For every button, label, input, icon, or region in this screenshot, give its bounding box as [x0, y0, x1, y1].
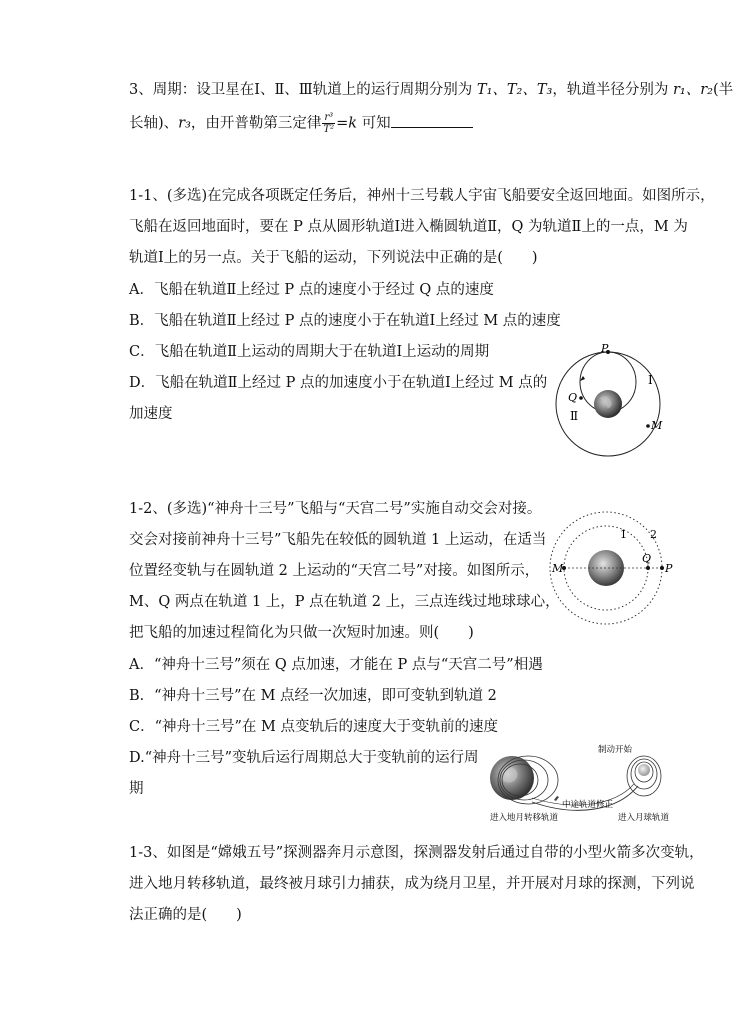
trajectory-figure-3	[488, 740, 678, 822]
q3-periods: T₁、T₂、T₃	[476, 82, 553, 98]
label-m: M	[552, 562, 564, 575]
q1-3-stem-line-1: 1-3、如图是“嫦娥五号”探测器奔月示意图，探测器发射后通过自带的小型火箭多次变轨，	[129, 845, 704, 861]
orbit-figure-2	[538, 508, 678, 632]
fraction-denominator: T²	[323, 124, 335, 135]
q3-line2-a: 长轴)、	[129, 115, 179, 132]
q1-2-stem-line-4: M、Q 两点在轨道 1 上，P 点在轨道 2 上，三点连线过地球球心，	[129, 594, 560, 610]
q1-2-stem-line-2: 交会对接前神舟十三号”飞船先在较低的圆轨道 1 上运动，在适当	[129, 532, 547, 548]
label-q: Q	[568, 391, 578, 404]
q1-1-option-d: D．飞船在轨道Ⅱ上经过 P 点的加速度小于在轨道Ⅰ上经过 M 点的	[129, 375, 548, 391]
q1-1-option-a: A．飞船在轨道Ⅱ上经过 P 点的速度小于经过 Q 点的速度	[129, 282, 494, 298]
q3-line-2	[129, 112, 473, 135]
q1-2-stem-line-5: 把飞船的加速过程简化为只做一次短时加速。则( )	[129, 625, 474, 641]
q1-1-stem-line-2: 飞船在返回地面时，要在 P 点从圆形轨道Ⅰ进入椭圆轨道Ⅱ，Q 为轨道Ⅱ上的一点，M 为	[129, 219, 688, 235]
point-p-dot	[660, 566, 664, 570]
q1-1-stem-line-3: 轨道Ⅰ上的另一点。关于飞船的运动，下列说法中正确的是( )	[129, 250, 538, 266]
label-orbit-2: 2	[650, 528, 657, 541]
kepler-fraction	[322, 112, 335, 135]
moon-icon	[638, 764, 650, 776]
point-q-dot	[579, 396, 583, 400]
q1-1-option-d-cont: 加速度	[129, 406, 173, 422]
q1-1-option-b: B．飞船在轨道Ⅱ上经过 P 点的速度小于在轨道Ⅰ上经过 M 点的速度	[129, 313, 561, 329]
q1-2-option-d-cont: 期	[129, 781, 144, 797]
q3-line2-c: 可知	[357, 115, 391, 132]
label-m: M	[651, 419, 663, 432]
q3-k: k	[348, 115, 358, 132]
q3-r3: r₃	[178, 115, 191, 132]
q1-1-stem-line-1: 1-1、(多选)在完成各项既定任务后，神州十三号载人宇宙飞船要安全返回地面。如图所示，	[129, 188, 715, 204]
probe-icon	[554, 796, 559, 801]
q1-2-option-c: C．“神舟十三号”在 M 点变轨后的速度大于变轨前的速度	[129, 719, 498, 735]
label-q: Q	[642, 552, 652, 565]
orbit-figure-1	[548, 340, 668, 460]
q3-paren: (半	[712, 82, 734, 98]
q1-3-stem-line-2: 进入地月转移轨道，最终被月球引力捕获，成为绕月卫星，并开展对月球的探测，下列说	[129, 876, 695, 892]
q3-line-1	[129, 80, 733, 100]
q3-line2-b: ，由开普勒第三定律	[190, 115, 322, 132]
q3-radii: r₁、r₂	[672, 82, 713, 98]
q3-mid: ，轨道半径分别为	[552, 82, 673, 98]
fraction-numerator: r³	[324, 112, 334, 123]
q1-2-option-a: A．“神舟十三号”须在 Q 点加速，才能在 P 点与“天宫二号”相遇	[129, 657, 543, 673]
label-p: P	[665, 562, 673, 575]
q3-prefix: 3、周期：设卫星在Ⅰ、Ⅱ、Ⅲ轨道上的运行周期分别为	[129, 82, 477, 98]
label-correction: 中途轨道修正	[562, 800, 614, 810]
label-II: Ⅱ	[570, 409, 579, 423]
q1-2-stem-line-1: 1-2、(多选)“神舟十三号”飞船与“天宫二号”实施自动交会对接。	[129, 501, 542, 517]
q1-2-stem-line-3: 位置经变轨与在圆轨道 2 上运动的“天宫二号”对接。如图所示，	[129, 563, 540, 579]
point-m-dot	[646, 424, 650, 428]
label-braking: 制动开始	[598, 745, 633, 755]
label-p: P	[601, 342, 609, 355]
point-q-dot	[646, 566, 650, 570]
q1-2-option-d: D.“神舟十三号”变轨后运行周期总大于变轨前的运行周	[129, 750, 479, 766]
q3-eq: =	[336, 115, 349, 132]
label-I: Ⅰ	[648, 373, 653, 387]
label-transfer: 进入地月转移轨道	[490, 813, 559, 822]
answer-blank[interactable]	[391, 113, 473, 128]
label-orbit-1: 1	[620, 528, 627, 541]
q1-2-option-b: B．“神舟十三号”在 M 点经一次加速，即可变轨到轨道 2	[129, 688, 497, 704]
q1-1-option-c: C．飞船在轨道Ⅱ上运动的周期大于在轨道Ⅰ上运动的周期	[129, 344, 490, 360]
q1-3-stem-line-3: 法正确的是( )	[129, 907, 242, 923]
label-lunar: 进入月球轨道	[618, 813, 670, 822]
